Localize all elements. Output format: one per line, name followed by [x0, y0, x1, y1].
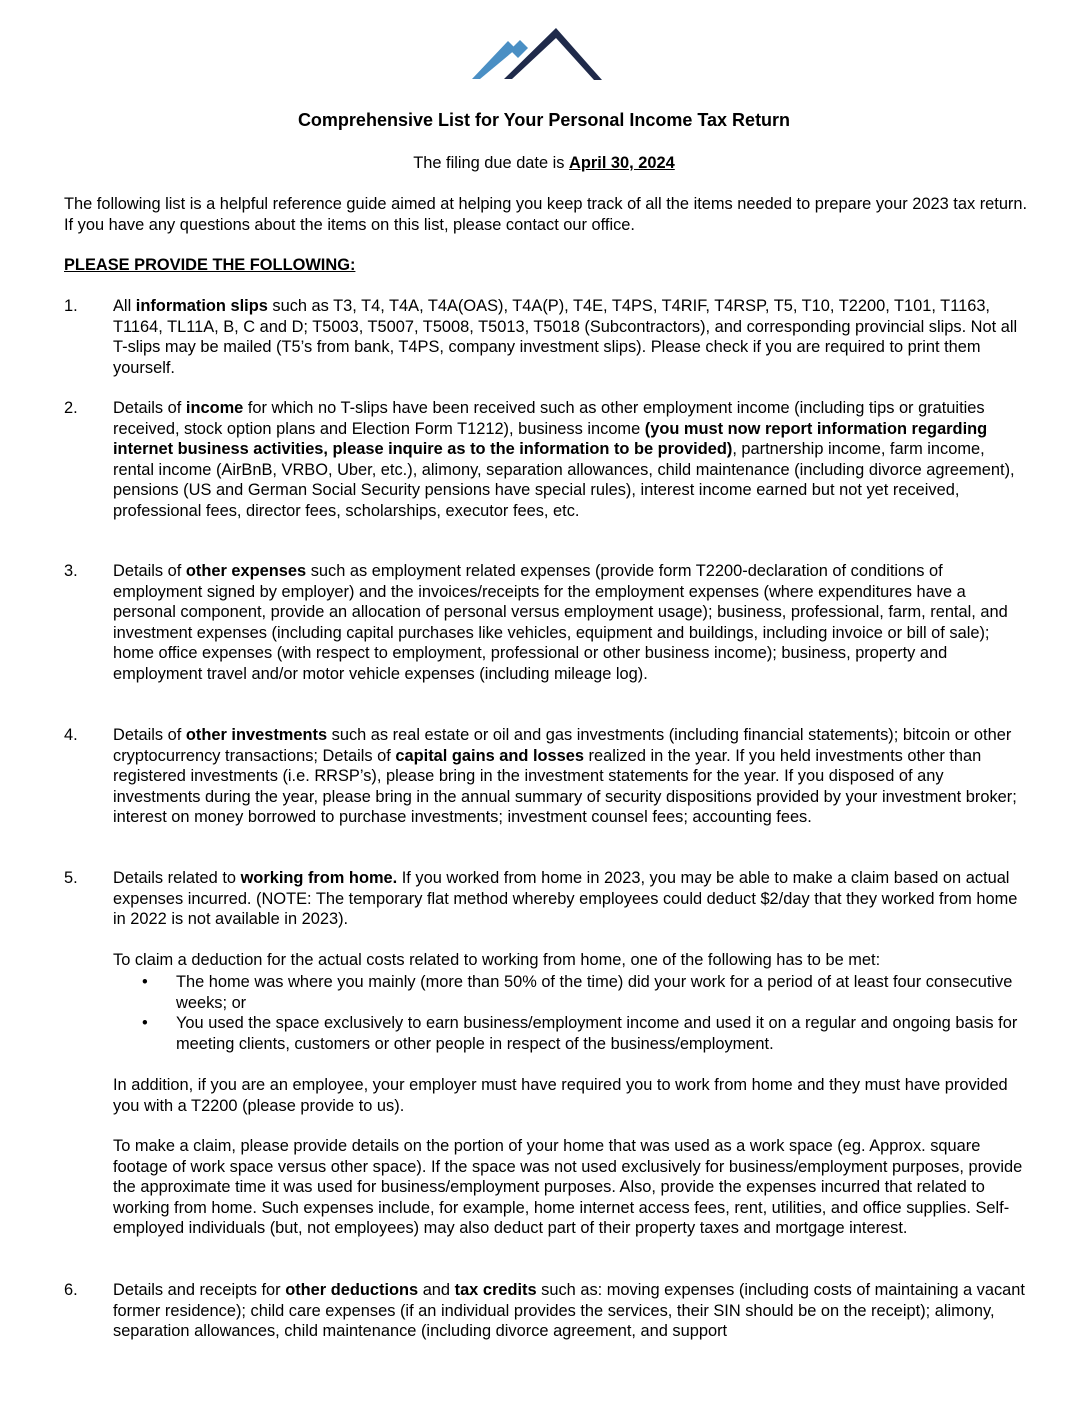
- list-item-1: [64, 296, 1030, 378]
- item-number: 4.: [64, 726, 78, 744]
- item-number: 2.: [64, 399, 78, 417]
- list-item-4: [64, 725, 1030, 828]
- bullet-icon: •: [142, 1014, 148, 1032]
- list-item-5: [64, 868, 1030, 930]
- item-text: Details of other expenses such as employment related expenses (provide form T2200-declaration of conditions of employment signed by employer) and the invoices/receipts for the employment expenses (where expenditures have a personal component, provide an allocation of personal versus employment usage); business, professional, farm, rental, and investment expenses (including capital purchases like vehicles, equipment and buildings, including invoice or bill of sale); home office expenses (with respect to employment, professional or other business income); business, property and employment travel and/or motor vehicle expenses (including mileage log).: [113, 562, 1008, 683]
- provide-heading: PLEASE PROVIDE THE FOLLOWING:: [64, 256, 356, 274]
- item-text: Details and receipts for other deductions and tax credits such as: moving expenses (including costs of maintaining a vacant former residence); child care expenses (if an individual provides the services, their SIN should be on the receipt); alimony, separation allowances, child maintenance (including divorce agreement, and support: [113, 1281, 1025, 1340]
- wfh-claim-paragraph: To make a claim, please provide details on the portion of your home that was used as a work space (eg. Approx. square footage of work space versus other space). If the space was not used exclusively for business/employment purposes, provide the approximate time it was used for business/employment purposes. Also, provide the expenses incurred that related to working from home. Such expenses include, for example, home internet access fees, rent, utilities, and office supplies. Self-employed individuals (but, not employees) may also deduct part of their property taxes and mortgage interest.: [113, 1137, 1023, 1237]
- document-title: Comprehensive List for Your Personal Income Tax Return: [297, 110, 791, 130]
- item-number: 3.: [64, 562, 78, 580]
- list-bullet: • You used the space exclusively to earn business/employment income and used it on a regular and ongoing basis for meeting clients, customers or other people in respect of the business/employment.: [142, 1014, 1018, 1053]
- due-date: April 30, 2024: [569, 154, 675, 172]
- list-bullet: • The home was where you mainly (more than 50% of the time) did your work for a period of at least four consecutive weeks; or: [142, 973, 1013, 1012]
- item-text: Details related to working from home. If you worked from home in 2023, you may be able to make a claim based on actual expenses incurred. (NOTE: The temporary flat method whereby employees could deduct $2/day that they worked from home in 2022 is not available in 2023).: [113, 869, 1018, 928]
- bullet-icon: •: [142, 973, 148, 991]
- list-item-6: [64, 1280, 1030, 1342]
- due-prefix: The filing due date is: [413, 154, 570, 172]
- item-text: Details of other investments such as real estate or oil and gas investments (including financial statements); bitcoin or other cryptocurrency transactions; Details of capital gains and losses realized in the year. If you held investments other than registered investments (i.e. RRSP’s), please bring in the investment statements for the year. If you disposed of any investments during the year, please bring in the annual summary of security dispositions provided by your investment broker; interest on money borrowed to purchase investments; investment counsel fees; accounting fees.: [113, 726, 1017, 826]
- item-text: All information slips such as T3, T4, T4A, T4A(OAS), T4A(P), T4E, T4PS, T4RIF, T4RSP, T5, T10, T2200, T101, T1163, T1164, TL11A, B, C and D; T5003, T5007, T5008, T5013, T5018 (Subcontractors), and corresponding provincial slips. Not all T-slips may be mailed (T5’s from bank, T4PS, company investment slips). Please check if you are required to print them yourself.: [113, 297, 1018, 377]
- item-number: 6.: [64, 1281, 78, 1299]
- item-text: Details of income for which no T-slips have been received such as other employment income (including tips or gratuities received, stock option plans and Election Form T1212), business income (you must now report information regarding internet business activities, please inquire as to the information to be provided), partnership income, farm income, rental income (AirBnB, VRBO, Uber, etc.), alimony, separation allowances, child maintenance (including divorce agreement), pensions (US and German Social Security pensions have special rules), interest income earned but not yet received, professional fees, director fees, scholarships, executor fees, etc.: [113, 399, 1015, 520]
- item-number: 5.: [64, 869, 78, 887]
- wfh-criteria-intro: To claim a deduction for the actual costs related to working from home, one of the following has to be met:: [113, 951, 881, 969]
- list-item-2: [64, 398, 1030, 521]
- list-item-3: [64, 561, 1030, 684]
- wfh-employee-paragraph: In addition, if you are an employee, your employer must have required you to work from home and they must have provided you with a T2200 (please provide to us).: [113, 1076, 1008, 1115]
- intro-paragraph: The following list is a helpful reference guide aimed at helping you keep track of all the items needed to prepare your 2023 tax return. If you have any questions about the items on this list, please contact our office.: [64, 195, 1028, 234]
- filing-due-line: [0, 153, 1088, 174]
- mountain-logo-icon: [470, 24, 604, 82]
- logo-small-peak: [510, 40, 528, 58]
- item-number: 1.: [64, 297, 78, 315]
- wfh-criteria-list: [113, 972, 1030, 1054]
- logo-left-peak: [472, 41, 516, 79]
